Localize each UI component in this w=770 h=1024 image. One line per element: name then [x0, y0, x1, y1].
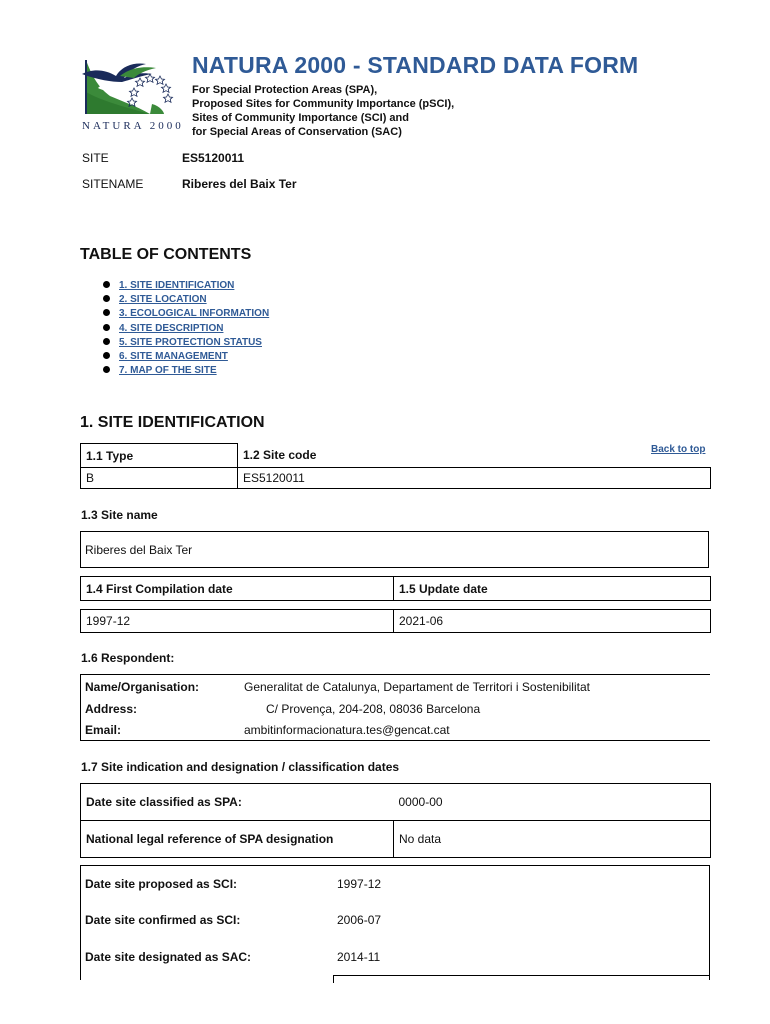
dates-header-table: [80, 576, 711, 601]
sci-proposed-value: 1997-12: [337, 877, 382, 891]
designation-label: 1.7 Site indication and designation / classification dates: [81, 760, 400, 774]
bullet-icon: [103, 352, 110, 359]
spa-classified-value: 0000-00: [394, 784, 711, 821]
dates-value-table: [80, 609, 711, 633]
site-name-label: 1.3 Site name: [81, 508, 158, 522]
update-date-value: 2021-06: [394, 610, 711, 633]
update-date-label: 1.5 Update date: [394, 577, 711, 601]
respondent-bottom-border: [80, 740, 710, 741]
toc-link-site-description[interactable]: 4. SITE DESCRIPTION: [119, 322, 224, 334]
page-title: NATURA 2000 - STANDARD DATA FORM: [192, 52, 639, 78]
site-value: ES5120011: [182, 151, 245, 165]
respondent-label: 1.6 Respondent:: [81, 651, 175, 665]
type-label: 1.1 Type: [81, 444, 238, 468]
site-name-value: Riberes del Baix Ter: [85, 543, 193, 557]
respondent-address-value: C/ Provença, 204-208, 08036 Barcelona: [266, 702, 481, 716]
spa-table: [80, 783, 711, 858]
section-heading-site-identification: 1. SITE IDENTIFICATION: [80, 414, 265, 431]
type-code-table: [80, 443, 711, 489]
back-to-top-link[interactable]: Back to top: [651, 444, 706, 455]
sci-right-border: [709, 865, 710, 980]
toc-link-site-location[interactable]: 2. SITE LOCATION: [119, 294, 207, 306]
sitename-label: SITENAME: [82, 177, 144, 191]
subtitle-line: Proposed Sites for Community Importance (pSCI),: [192, 98, 455, 110]
bullet-icon: [103, 281, 110, 288]
first-compilation-value: 1997-12: [81, 610, 394, 633]
toc-heading: TABLE OF CONTENTS: [80, 246, 252, 263]
logo-text: NATURA 2000: [82, 120, 184, 132]
respondent-email-label: Email:: [85, 723, 122, 737]
bullet-icon: [103, 366, 110, 373]
toc-link-ecological-information[interactable]: 3. ECOLOGICAL INFORMATION: [119, 308, 270, 320]
respondent-email-value[interactable]: ambitinformacionatura.tes@gencat.cat: [244, 723, 450, 737]
respondent-name-value: Generalitat de Catalunya, Departament de Territori i Sostenibilitat: [244, 680, 590, 694]
sci-inner-border: [333, 975, 710, 976]
code-value: ES5120011: [238, 468, 711, 489]
bullet-icon: [103, 338, 110, 345]
site-label: SITE: [82, 151, 109, 165]
spa-legal-ref-value: No data: [394, 821, 711, 858]
toc-link-site-management[interactable]: 6. SITE MANAGEMENT: [119, 350, 228, 362]
sci-left-border: [80, 865, 81, 980]
sac-designated-label: Date site designated as SAC:: [85, 950, 252, 964]
code-label: 1.2 Site code: [238, 444, 711, 468]
sitename-value: Riberes del Baix Ter: [182, 177, 297, 191]
subtitle-line: For Special Protection Areas (SPA),: [192, 84, 378, 96]
respondent-top-border: [80, 674, 710, 675]
toc-link-site-identification[interactable]: 1. SITE IDENTIFICATION: [119, 280, 235, 291]
bullet-icon: [103, 309, 110, 316]
toc-link-site-protection-status[interactable]: 5. SITE PROTECTION STATUS: [119, 336, 262, 348]
first-compilation-label: 1.4 First Compilation date: [81, 577, 394, 601]
respondent-name-label: Name/Organisation:: [85, 680, 200, 694]
sci-proposed-label: Date site proposed as SCI:: [85, 877, 238, 891]
respondent-left-border: [80, 674, 81, 741]
subtitle: [192, 83, 454, 139]
respondent-address-label: Address:: [85, 702, 138, 716]
sci-top-border: [80, 865, 710, 866]
subtitle-line: Sites of Community Importance (SCI) and: [192, 112, 409, 124]
type-value: B: [81, 468, 238, 489]
subtitle-line: for Special Areas of Conservation (SAC): [192, 126, 402, 138]
natura-2000-logo: [80, 52, 184, 134]
sci-confirmed-label: Date site confirmed as SCI:: [85, 913, 241, 927]
toc-link-map-of-the-site[interactable]: 7. MAP OF THE SITE: [119, 365, 217, 377]
sci-inner-left-border: [333, 975, 334, 983]
bullet-icon: [103, 324, 110, 331]
spa-classified-label: Date site classified as SPA:: [81, 784, 394, 821]
sac-designated-value: 2014-11: [337, 950, 381, 964]
spa-legal-ref-label: National legal reference of SPA designation: [81, 821, 394, 858]
bullet-icon: [103, 295, 110, 302]
sci-confirmed-value: 2006-07: [337, 913, 382, 927]
